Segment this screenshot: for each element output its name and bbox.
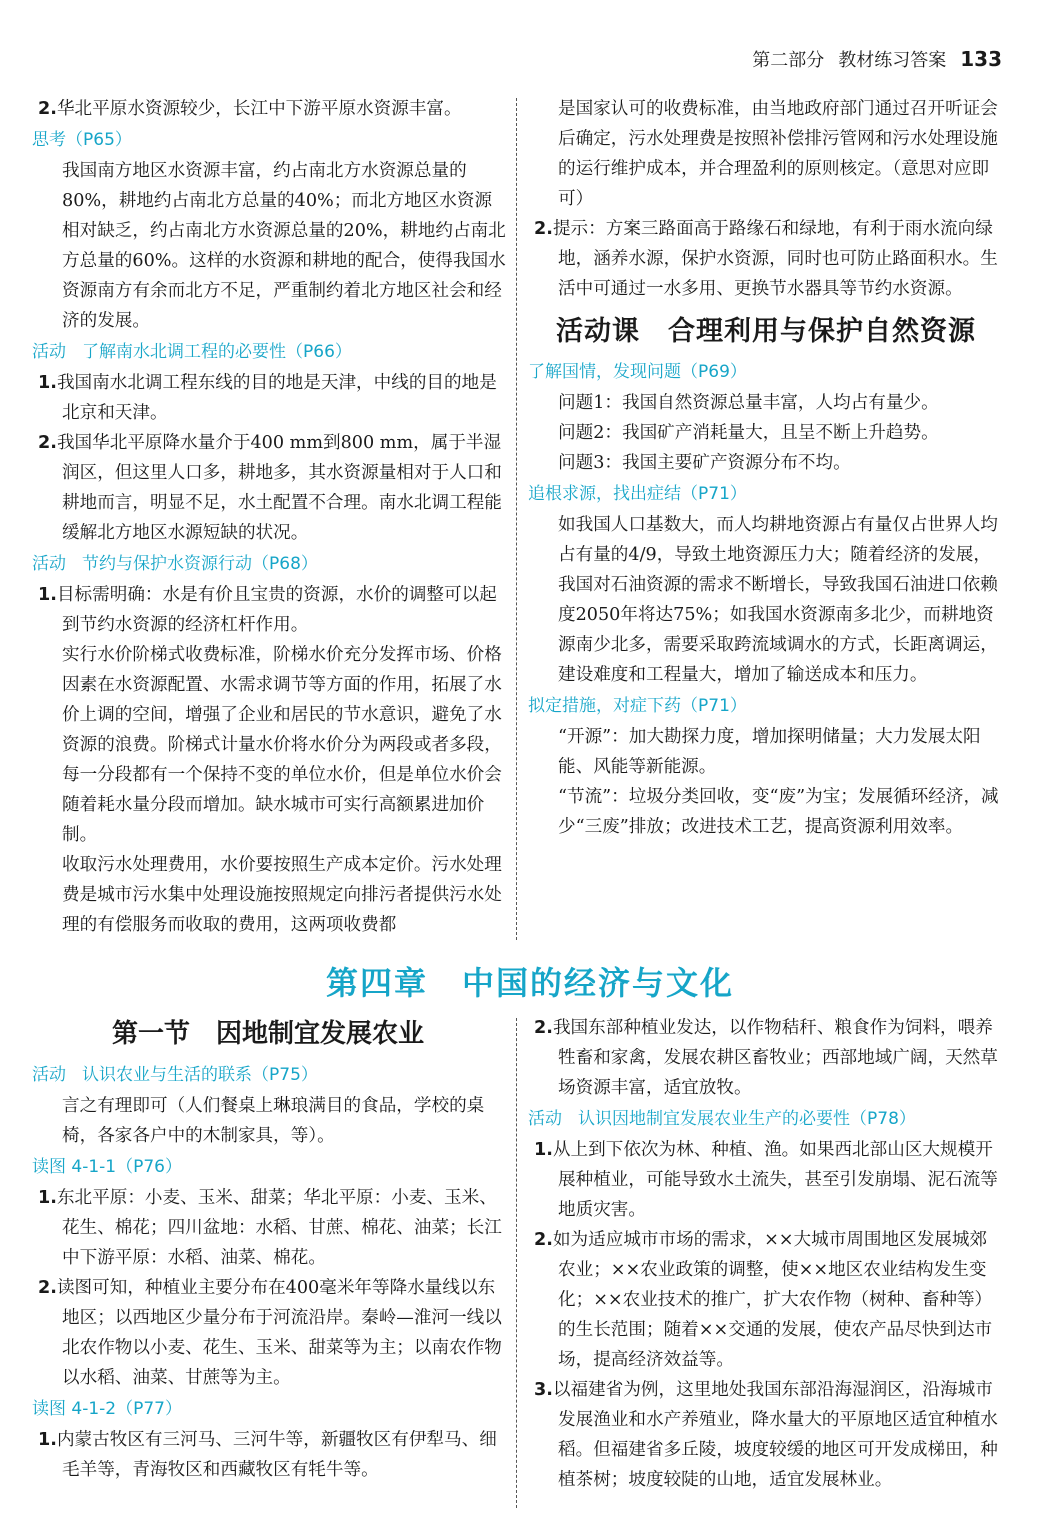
left-column-top (32, 94, 508, 940)
paragraph: “节流”：垃圾分类回收，变“废”为宝；发展循环经济，减少“三废”排放；改进技术工艺，提高资源利用效率。 (558, 787, 999, 837)
item-number: 1. (38, 373, 57, 393)
paragraph: 实行水价阶梯式收费标准，阶梯水价充分发挥市场、价格因素在水资源配置、水需求调节等方面的作用，拓展了水价上调的空间，增强了企业和居民的节水意识，避免了水资源的浪费。阶梯式计量水价将水价分为两段或者多段，每一分段都有一个保持不变的单位水价，但是单位水价会随着耗水量分段而增加。缺水城市可实行高额累进加价制。 (62, 645, 502, 845)
activity-tag: 活动 (528, 1109, 562, 1129)
numbered-answer (528, 1135, 1004, 1225)
paragraph: 问题3：我国主要矿产资源分布不均。 (558, 453, 851, 473)
activity-tag: 活动 (32, 1065, 66, 1085)
section-heading (32, 1153, 508, 1181)
paragraph: 收取污水处理费用，水价要按照生产成本定价。污水处理费是城市污水集中处理设施按照规定向排污者提供污水处理的有偿服务而收取的费用，这两项收费都 (62, 855, 502, 935)
section-title: 第一节 因地制宜发展农业 (112, 1019, 425, 1049)
section-heading (32, 1061, 508, 1089)
heading-text: 了解南水北调工程的必要性（P66） (82, 342, 352, 362)
paragraph: 如我国人口基数大，而人均耕地资源占有量仅占世界人均占有量的4/9，导致土地资源压力大；随着经济的发展，我国对石油资源的需求不断增长，导致我国石油进口依赖度2050年将达75%；如我国水资源南多北少，而耕地资源南少北多，需要采取跨流域调水的方式，长距离调运，建设难度和工程量大，增加了输送成本和压力。 (558, 515, 998, 685)
section-heading (528, 1105, 1004, 1133)
item-number: 2. (38, 433, 57, 453)
column-divider-bottom (516, 1018, 517, 1508)
header-section: 教材练习答案 (838, 50, 947, 71)
answer-text: 内蒙古牧区有三河马、三河牛等，新疆牧区有伊犁马、细毛羊等，青海牧区和西藏牧区有牦牛等。 (56, 1430, 497, 1480)
heading-text: 追根求源，找出症结（P71） (528, 484, 747, 504)
numbered-answer (528, 214, 1004, 304)
answer-text: 我国华北平原降水量介于400 mm到800 mm，属于半湿润区，但这里人口多，耕地多，其水资源量相对于人口和耕地而言，明显不足，水土配置不合理。南水北调工程能缓解北方地区水源短缺的状况。 (56, 433, 502, 543)
heading-text: 认识因地制宜发展农业生产的必要性（P78） (578, 1109, 916, 1129)
right-column-bottom (528, 1013, 1004, 1495)
numbered-answer (528, 1375, 1004, 1495)
section-heading (32, 126, 508, 154)
lesson-title: 活动课 合理利用与保护自然资源 (556, 316, 976, 347)
paragraph: “开源”：加大勘探力度，增加探明储量；大力发展太阳能、风能等新能源。 (558, 727, 981, 777)
section-heading (528, 692, 1004, 720)
heading-text: 了解国情，发现问题（P69） (528, 362, 747, 382)
section-heading (32, 338, 508, 366)
activity-tag: 活动 (32, 342, 66, 362)
numbered-answer (32, 1183, 508, 1273)
numbered-answer (528, 1225, 1004, 1375)
numbered-answer (32, 1425, 508, 1485)
answer-text: 东北平原：小麦、玉米、甜菜；华北平原：小麦、玉米、花生、棉花；四川盆地：水稻、甘蔗、棉花、油菜；长江中下游平原：水稻、油菜、棉花。 (56, 1188, 502, 1268)
heading-text: 节约与保护水资源行动（P68） (82, 554, 318, 574)
numbered-answer (32, 94, 508, 124)
chapter-title: 第四章 中国的经济与文化 (325, 964, 734, 1002)
heading-text: 拟定措施，对症下药（P71） (528, 696, 747, 716)
numbered-answer (32, 428, 508, 548)
header-part: 第二部分 (752, 50, 825, 71)
heading-text: 认识农业与生活的联系（P75） (82, 1065, 318, 1085)
answer-text: 我国东部种植业发达，以作物秸秆、粮食作为饲料，喂养牲畜和家禽，发展农耕区畜牧业；西部地域广阔，天然草场资源丰富，适宜放牧。 (552, 1018, 998, 1098)
answer-text: 读图可知，种植业主要分布在400毫米年等降水量线以东地区；以西地区少量分布于河流沿岸。秦岭—淮河一线以北农作物以小麦、花生、玉米、甜菜等为主；以南农作物以水稻、油菜、甘蔗等为主。 (56, 1278, 502, 1388)
numbered-answer (32, 1273, 508, 1393)
paragraph: 问题2：我国矿产消耗量大，且呈不断上升趋势。 (558, 423, 939, 443)
column-divider-top (516, 98, 517, 940)
section-heading (32, 550, 508, 578)
item-number: 2. (38, 99, 57, 119)
page-number: 133 (960, 47, 1002, 71)
item-number: 1. (38, 1430, 57, 1450)
answer-text: 从上到下依次为林、种植、渔。如果西北部山区大规模开展种植业，可能导致水土流失，甚至引发崩塌、泥石流等地质灾害。 (552, 1140, 998, 1220)
item-number: 2. (38, 1278, 57, 1298)
left-column-bottom (32, 1013, 508, 1485)
paragraph: 是国家认可的收费标准，由当地政府部门通过召开听证会后确定，污水处理费是按照补偿排污管网和污水处理设施的运行维护成本，并合理盈利的原则核定。（意思对应即可） (558, 99, 998, 209)
heading-text: 思考（P65） (32, 130, 132, 150)
answer-text: 如为适应城市市场的需求，××大城市周围地区发展城郊农业；××农业政策的调整，使××地区农业结构发生变化；××农业技术的推广，扩大农作物（树种、畜种等）的生长范围；随着××交通的发展，使农产品尽快到达市场，提高经济效益等。 (552, 1230, 993, 1370)
activity-tag: 活动 (32, 554, 66, 574)
item-number: 3. (534, 1380, 553, 1400)
answer-text: 我国南水北调工程东线的目的地是天津，中线的目的地是北京和天津。 (56, 373, 497, 423)
answer-text: 目标需明确：水是有价且宝贵的资源，水价的调整可以起到节约水资源的经济杠杆作用。 (56, 585, 497, 635)
answer-text: 提示：方案三路面高于路缘石和绿地，有利于雨水流向绿地，涵养水源，保护水资源，同时也可防止路面积水。生活中可通过一水多用、更换节水器具等节约水资源。 (552, 219, 998, 299)
paragraph: 问题1：我国自然资源总量丰富，人均占有量少。 (558, 393, 939, 413)
item-number: 2. (534, 219, 553, 239)
section-heading (528, 480, 1004, 508)
item-number: 1. (534, 1140, 553, 1160)
answer-text: 华北平原水资源较少，长江中下游平原水资源丰富。 (56, 99, 462, 119)
section-heading (32, 1395, 508, 1423)
heading-text: 读图 4-1-1（P76） (32, 1157, 183, 1177)
paragraph: 我国南方地区水资源丰富，约占南北方水资源总量的80%，耕地约占南北方总量的40%；而北方地区水资源相对缺乏，约占南北方水资源总量的20%，耕地约占南北方总量的60%。这样的水资源和耕地的配合，使得我国水资源南方有余而北方不足，严重制约着北方地区社会和经济的发展。 (62, 161, 506, 331)
right-column-top (528, 94, 1004, 842)
item-number: 2. (534, 1018, 553, 1038)
page-header (752, 44, 1002, 74)
section-heading (528, 358, 1004, 386)
item-number: 2. (534, 1230, 553, 1250)
numbered-answer (32, 580, 508, 640)
paragraph: 言之有理即可（人们餐桌上琳琅满目的食品，学校的桌椅，各家各户中的木制家具，等）。 (62, 1096, 485, 1146)
numbered-answer (528, 1013, 1004, 1103)
heading-text: 读图 4-1-2（P77） (32, 1399, 183, 1419)
item-number: 1. (38, 585, 57, 605)
numbered-answer (32, 368, 508, 428)
item-number: 1. (38, 1188, 57, 1208)
answer-text: 以福建省为例，这里地处我国东部沿海湿润区，沿海城市发展渔业和水产养殖业，降水量大的平原地区适宜种植水稻。但福建省多丘陵，坡度较缓的地区可开发成梯田，种植茶树；坡度较陡的山地，适宜发展林业。 (552, 1380, 998, 1490)
